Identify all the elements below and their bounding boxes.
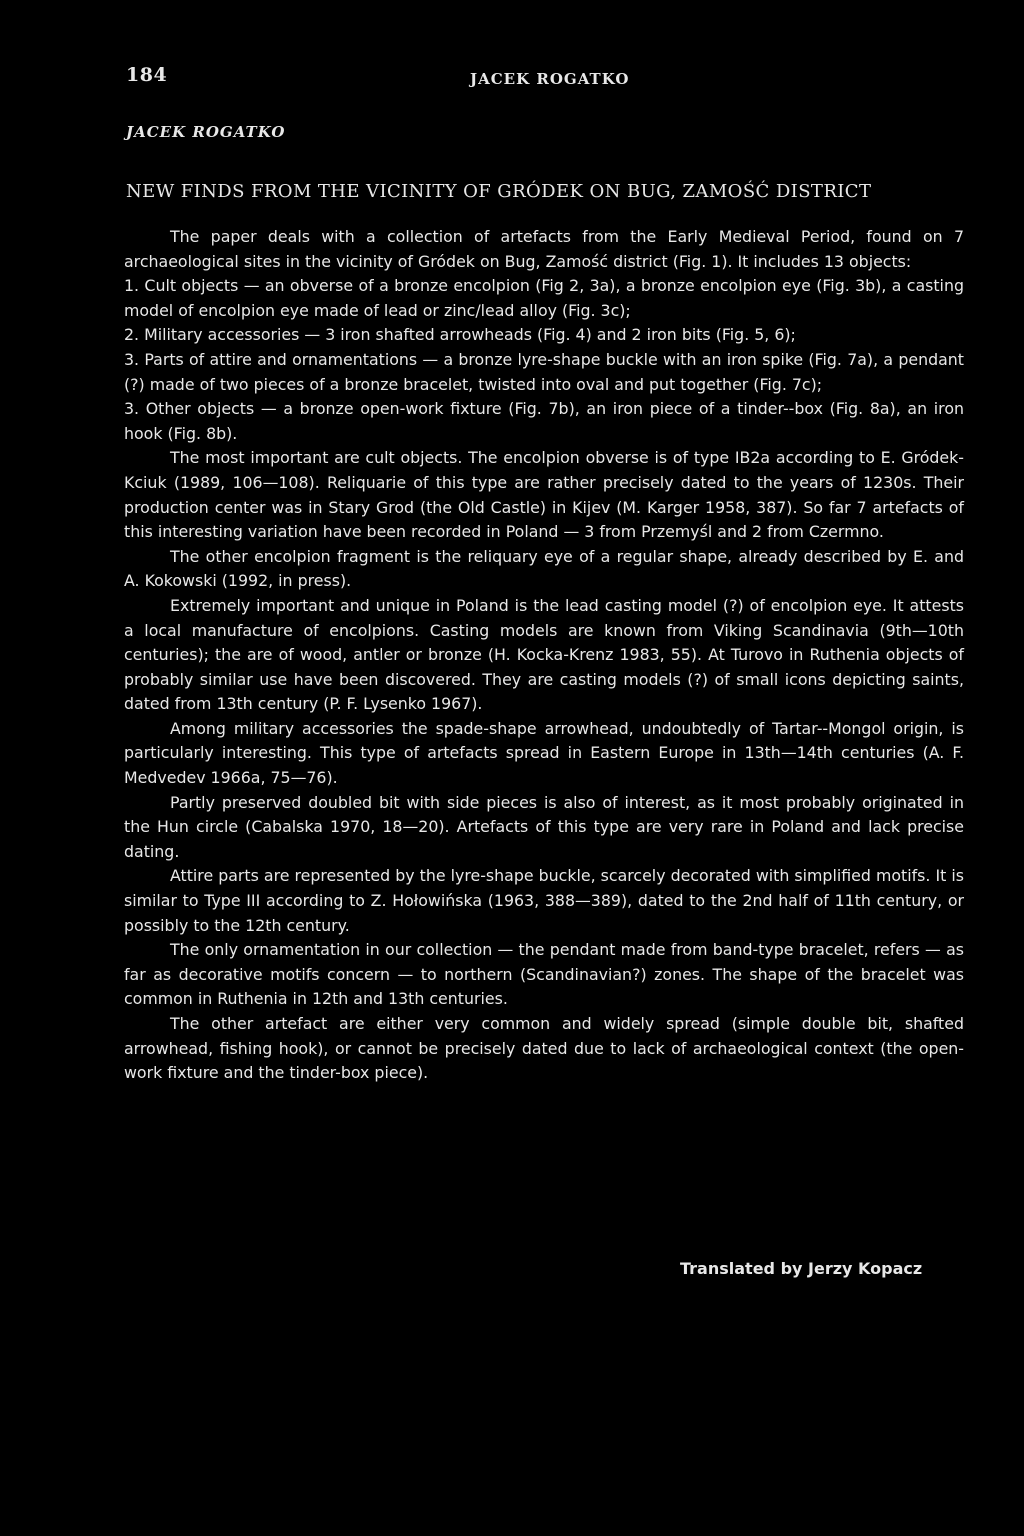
paragraph-casting-model: Extremely important and unique in Poland is the lead casting model (?) of encolpion eye. It attests a local manufacture of encolpions. Casting models are known from Viking Scandinavia (9th—10th centuries); the are of wood, antler or bronze (H. Kocka-Krenz 1983, 55). At Turovo in Ruthenia objects of probably similar use have been discovered. They are casting models (?) of small icons depicting saints, dated from 13th century (P. F. Lysenko 1967). [124, 595, 964, 714]
paragraph-other-artefacts: The other artefact are either very common and widely spread (simple double bit, shafted arrowhead, fishing hook), or cannot be precisely dated due to lack of archaeological context (the open-work fixture and the tinder-box piece). [124, 1014, 964, 1083]
article-body [124, 225, 964, 1086]
paragraph-arrowhead: Among military accessories the spade-shape arrowhead, undoubtedly of Tartar--Mongol origin, is particularly interesting. This type of artefacts spread in Eastern Europe in 13th—14th centuries (A. F. Medvedev 1966a, 75—76). [124, 718, 964, 788]
list-item-cult-objects: 1. Cult objects — an obverse of a bronze encolpion (Fig 2, 3a), a bronze encolpion eye (Fig. 3b), a casting model of encolpion eye made of lead or zinc/lead alloy (Fig. 3c); [124, 276, 964, 320]
paragraph-intro: The paper deals with a collection of artefacts from the Early Medieval Period, found on 7 archaeological sites in the vicinity of Gródek on Bug, Zamość district (Fig. 1). It includes 13 objects: [124, 227, 964, 271]
paragraph-bit: Partly preserved doubled bit with side pieces is also of interest, as it most probably originated in the Hun circle (Cabalska 1970, 18—20). Artefacts of this type are very rare in Poland and lack precise dating. [124, 792, 964, 861]
page-number: 184 [126, 64, 168, 86]
paragraph-pendant: The only ornamentation in our collection — the pendant made from band-type bracelet, refers — as far as decorative motifs concern — to northern (Scandinavian?) zones. The shape of the bracelet was common in Ruthenia in 12th and 13th centuries. [124, 940, 964, 1009]
list-item-other-objects: 3. Other objects — a bronze open-work fixture (Fig. 7b), an iron piece of a tinder--box (Fig. 8a), an iron hook (Fig. 8b). [124, 399, 964, 443]
paragraph-buckle: Attire parts are represented by the lyre-shape buckle, scarcely decorated with simplified motifs. It is similar to Type III according to Z. Hołowińska (1963, 388—389), dated to the 2nd half of 11th century, or possibly to the 12th century. [124, 866, 964, 935]
paragraph-cult-objects: The most important are cult objects. The encolpion obverse is of type IB2a according to E. Gródek-Kciuk (1989, 106—108). Reliquarie of this type are rather precisely dated to the years of 1230s. Their production center was in Stary Grod (the Old Castle) in Kijev (M. Karger 1958, 387). So far 7 artefacts of this interesting variation have been recorded in Poland — 3 from Przemyśl and 2 from Czermno. [124, 448, 964, 542]
running-head: JACEK ROGATKO [470, 70, 630, 88]
article-author: JACEK ROGATKO [126, 123, 286, 141]
translator-credit: Translated by Jerzy Kopacz [680, 1259, 923, 1278]
paragraph-encolpion-eye: The other encolpion fragment is the reliquary eye of a regular shape, already described by E. and A. Kokowski (1992, in press). [124, 546, 964, 591]
article-title: NEW FINDS FROM THE VICINITY OF GRÓDEK ON BUG, ZAMOŚĆ DISTRICT [126, 181, 872, 202]
list-item-military-accessories: 2. Military accessories — 3 iron shafted arrowheads (Fig. 4) and 2 iron bits (Fig. 5, 6); [124, 325, 796, 345]
list-item-attire: 3. Parts of attire and ornamentations — a bronze lyre-shape buckle with an iron spike (Fig. 7a), a pendant (?) made of two pieces of a bronze bracelet, twisted into oval and put together (Fig. 7c); [124, 349, 964, 394]
